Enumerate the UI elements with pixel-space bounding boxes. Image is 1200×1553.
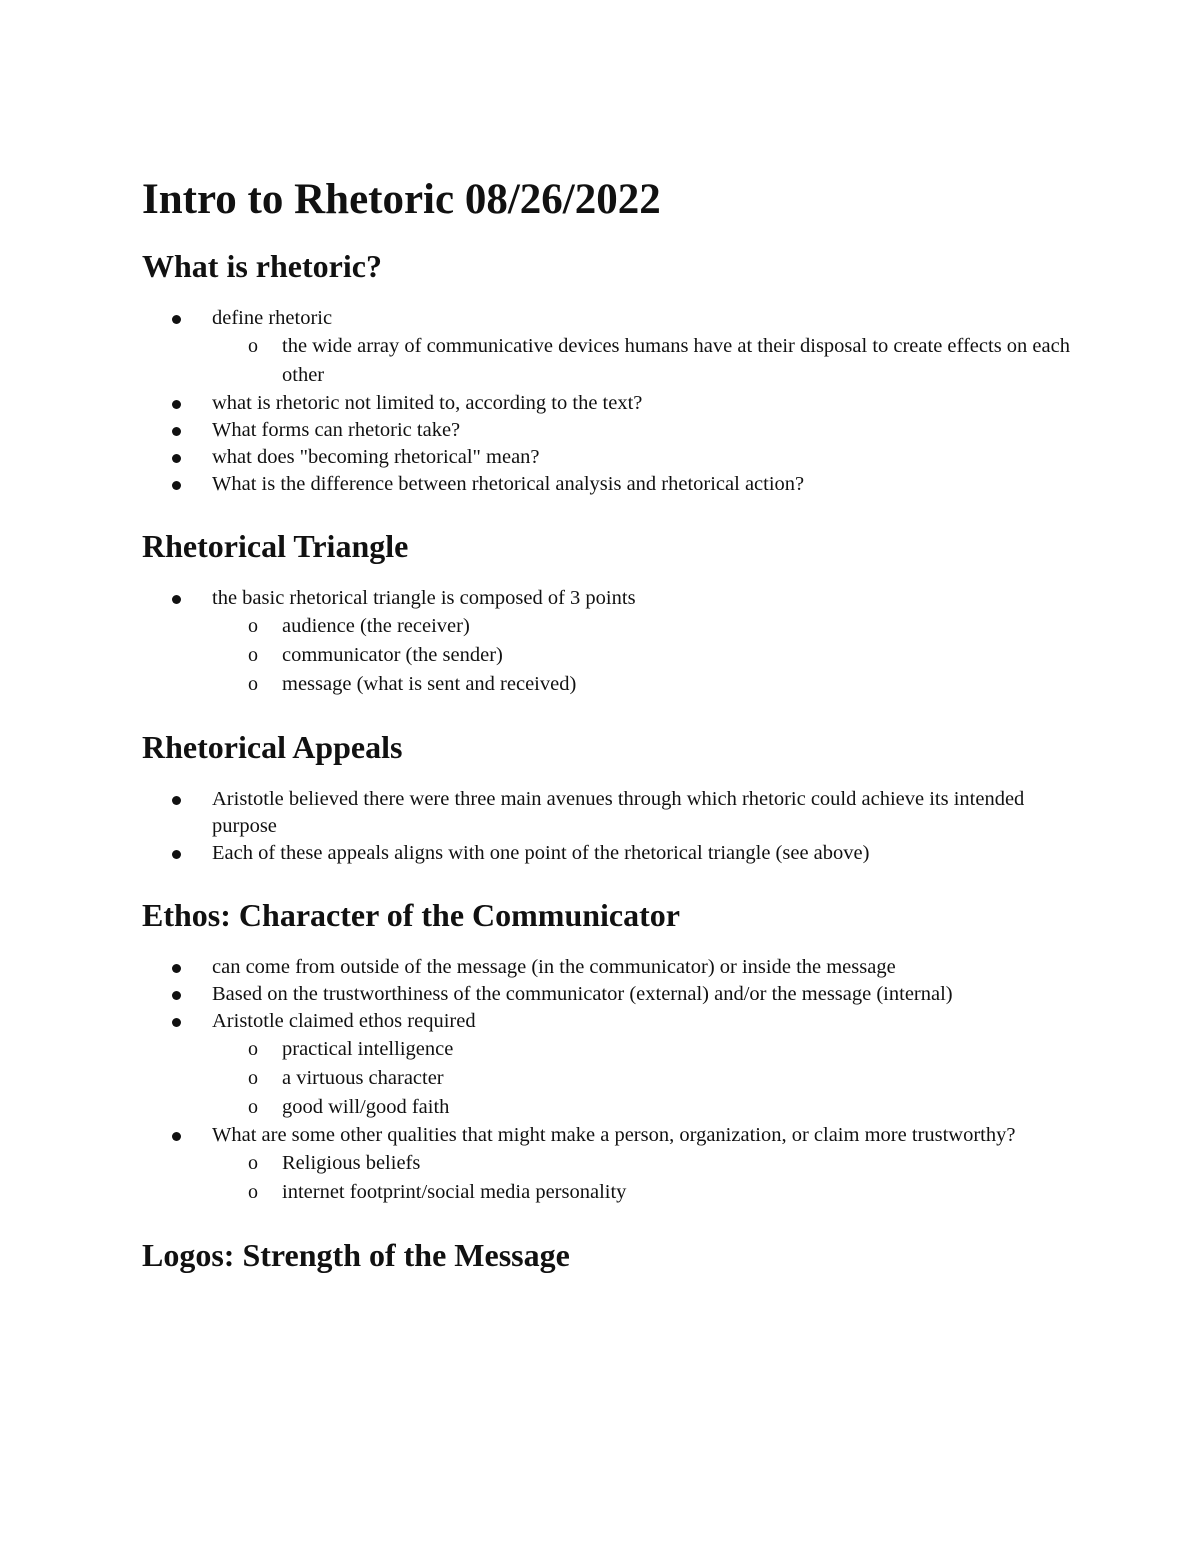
sub-list-item-text: message (what is sent and received): [282, 673, 577, 695]
sub-list-item: [212, 612, 1072, 641]
list-item-text: define rhetoric: [212, 307, 333, 329]
list-item: [142, 786, 1072, 840]
sub-list: [212, 612, 1072, 699]
circle-bullet-icon: o: [248, 615, 258, 637]
bullet-list: [142, 786, 1072, 867]
bullet-dot-icon: [172, 315, 181, 324]
list-item-text: the basic rhetorical triangle is composed of 3 points: [212, 587, 636, 609]
bullet-dot-icon: [172, 400, 181, 409]
list-item-text: what does "becoming rhetorical" mean?: [212, 446, 540, 468]
circle-bullet-icon: o: [248, 644, 258, 666]
list-item-text: Based on the trustworthiness of the communicator (external) and/or the message (internal): [212, 983, 953, 1005]
document-page: [142, 170, 1072, 1294]
list-item: [142, 471, 1072, 498]
list-item-text: Each of these appeals aligns with one point of the rhetorical triangle (see above): [212, 842, 870, 864]
bullet-list: [142, 585, 1072, 699]
sub-list: [212, 1035, 1072, 1122]
section-rhetorical-appeals: [142, 725, 1072, 867]
circle-bullet-icon: o: [248, 1038, 258, 1060]
bullet-dot-icon: [172, 1018, 181, 1027]
sub-list-item-text: good will/good faith: [282, 1096, 450, 1118]
list-item-text: Aristotle believed there were three main avenues through which rhetoric could achieve its intended purpose: [212, 788, 1025, 837]
sub-list-item-text: a virtuous character: [282, 1067, 444, 1089]
list-item: [142, 390, 1072, 417]
list-item: [142, 840, 1072, 867]
document-title: Intro to Rhetoric 08/26/2022: [142, 176, 661, 223]
sub-list-item-text: the wide array of communicative devices humans have at their disposal to create effects on each other: [282, 335, 1070, 386]
circle-bullet-icon: o: [248, 1067, 258, 1089]
circle-bullet-icon: o: [248, 673, 258, 695]
bullet-dot-icon: [172, 595, 181, 604]
bullet-dot-icon: [172, 964, 181, 973]
sub-list-item: [212, 1178, 1072, 1207]
list-item: [142, 1122, 1072, 1207]
sub-list-item: [212, 332, 1072, 390]
section-rhetorical-triangle: [142, 524, 1072, 699]
sub-list-item: [212, 1035, 1072, 1064]
list-item-text: What forms can rhetoric take?: [212, 419, 461, 441]
sub-list: [212, 1149, 1072, 1207]
list-item-text: What are some other qualities that might make a person, organization, or claim more trustworthy?: [212, 1124, 1016, 1146]
list-item: [142, 444, 1072, 471]
list-item: [142, 417, 1072, 444]
section-heading: What is rhetoric?: [142, 248, 382, 284]
section-logos: [142, 1233, 1072, 1277]
circle-bullet-icon: o: [248, 335, 258, 357]
list-item: [142, 981, 1072, 1008]
bullet-dot-icon: [172, 454, 181, 463]
sub-list-item: [212, 1093, 1072, 1122]
sub-list-item-text: Religious beliefs: [282, 1152, 421, 1174]
list-item-text: what is rhetoric not limited to, according to the text?: [212, 392, 643, 414]
bullet-dot-icon: [172, 1132, 181, 1141]
sub-list-item-text: audience (the receiver): [282, 615, 470, 637]
list-item: [142, 954, 1072, 981]
bullet-dot-icon: [172, 796, 181, 805]
section-heading: Rhetorical Triangle: [142, 528, 409, 564]
sub-list-item-text: internet footprint/social media personality: [282, 1181, 627, 1203]
list-item: [142, 305, 1072, 390]
bullet-dot-icon: [172, 481, 181, 490]
sub-list: [212, 332, 1072, 390]
bullet-list: [142, 305, 1072, 498]
section-heading: Ethos: Character of the Communicator: [142, 897, 680, 933]
circle-bullet-icon: o: [248, 1181, 258, 1203]
bullet-dot-icon: [172, 427, 181, 436]
circle-bullet-icon: o: [248, 1152, 258, 1174]
circle-bullet-icon: o: [248, 1096, 258, 1118]
section-heading: Logos: Strength of the Message: [142, 1237, 570, 1273]
list-item: [142, 585, 1072, 699]
list-item-text: Aristotle claimed ethos required: [212, 1010, 476, 1032]
sub-list-item: [212, 1149, 1072, 1178]
bullet-list: [142, 954, 1072, 1207]
list-item-text: can come from outside of the message (in the communicator) or inside the message: [212, 956, 896, 978]
list-item: [142, 1008, 1072, 1122]
sub-list-item: [212, 670, 1072, 699]
bullet-dot-icon: [172, 991, 181, 1000]
section-heading: Rhetorical Appeals: [142, 729, 403, 765]
sub-list-item-text: communicator (the sender): [282, 644, 503, 666]
section-ethos: [142, 893, 1072, 1207]
section-what-is-rhetoric: [142, 244, 1072, 498]
bullet-dot-icon: [172, 850, 181, 859]
list-item-text: What is the difference between rhetorical analysis and rhetorical action?: [212, 473, 805, 495]
sub-list-item-text: practical intelligence: [282, 1038, 454, 1060]
sub-list-item: [212, 641, 1072, 670]
sub-list-item: [212, 1064, 1072, 1093]
